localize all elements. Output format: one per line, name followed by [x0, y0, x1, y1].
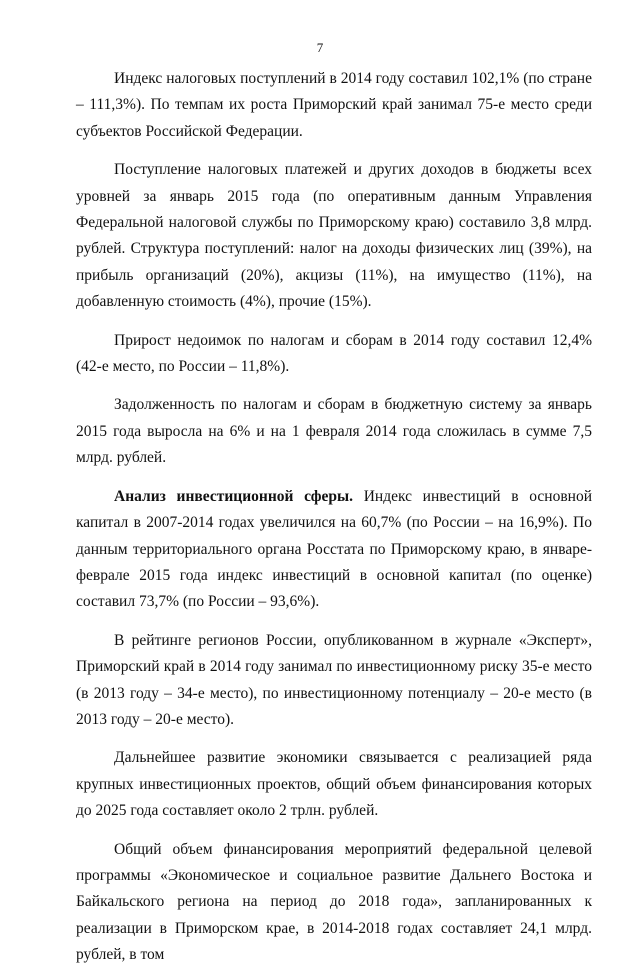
document-body — [76, 66, 592, 969]
paragraph-tax-revenue-index: Индекс налоговых поступлений в 2014 году составил 102,1% (по стране – 111,3%). По темпам их роста Приморский край занимал 75-е место среди субъектов Российской Федерации. — [76, 70, 592, 140]
paragraph-tax-payments-structure: Поступление налоговых платежей и других доходов в бюджеты всех уровней за январь 2015 года (по оперативным данным Управления Федеральной налоговой службы по Приморскому краю) составило 3,8 млрд. рублей. Структура поступлений: налог на доходы физических лиц (39%), на прибыль организаций (20%), акцизы (11%), на имущество (11%), на добавленную стоимость (4%), прочие (15%). — [76, 161, 592, 311]
paragraph-investment-analysis — [76, 484, 592, 616]
paragraph-investment-projects: Дальнейшее развитие экономики связывается с реализацией ряда крупных инвестиционных проектов, общий объем финансирования которых до 2025 года составляет около 2 трлн. рублей. — [76, 749, 592, 820]
paragraph-arrears-growth: Прирост недоимок по налогам и сборам в 2014 году составил 12,4% (42-е место, по России – 11,8%). — [76, 331, 592, 376]
paragraph-investment-text: Индекс инвестиций в основной капитал в 2007-2014 годах увеличился на 60,7% (по России – на 16,9%). По данным территориального органа Росстата по Приморскому краю, в январе-феврале 2015 года индекс инвестиций в основной капитал (по оценке) составил 73,7% (по России – 93,6%). — [76, 487, 593, 611]
paragraph-federal-program: Общий объем финансирования мероприятий федеральной целевой программы «Экономическое и социальное развитие Дальнего Востока и Байкальского региона на период до 2018 года», запланированных к реализации в Приморском крае, в 2014-2018 годах составляет 24,1 млрд. рублей, в том — [76, 840, 592, 964]
paragraph-expert-rating: В рейтинге регионов России, опубликованном в журнале «Эксперт», Приморский край в 2014 году занимал по инвестиционному риску 35-е место (в 2013 году – 34-е место), по инвестиционному потенциалу – 20-е место (в 2013 году – 20-е место). — [76, 631, 592, 728]
paragraph-tax-debt: Задолженность по налогам и сборам в бюджетную систему за январь 2015 года выросла на 6% и на 1 февраля 2014 года сложилась в сумме 7,5 млрд. рублей. — [76, 396, 592, 467]
section-heading-investment: Анализ инвестиционной сферы. — [114, 487, 354, 505]
page-number: 7 — [316, 40, 324, 55]
